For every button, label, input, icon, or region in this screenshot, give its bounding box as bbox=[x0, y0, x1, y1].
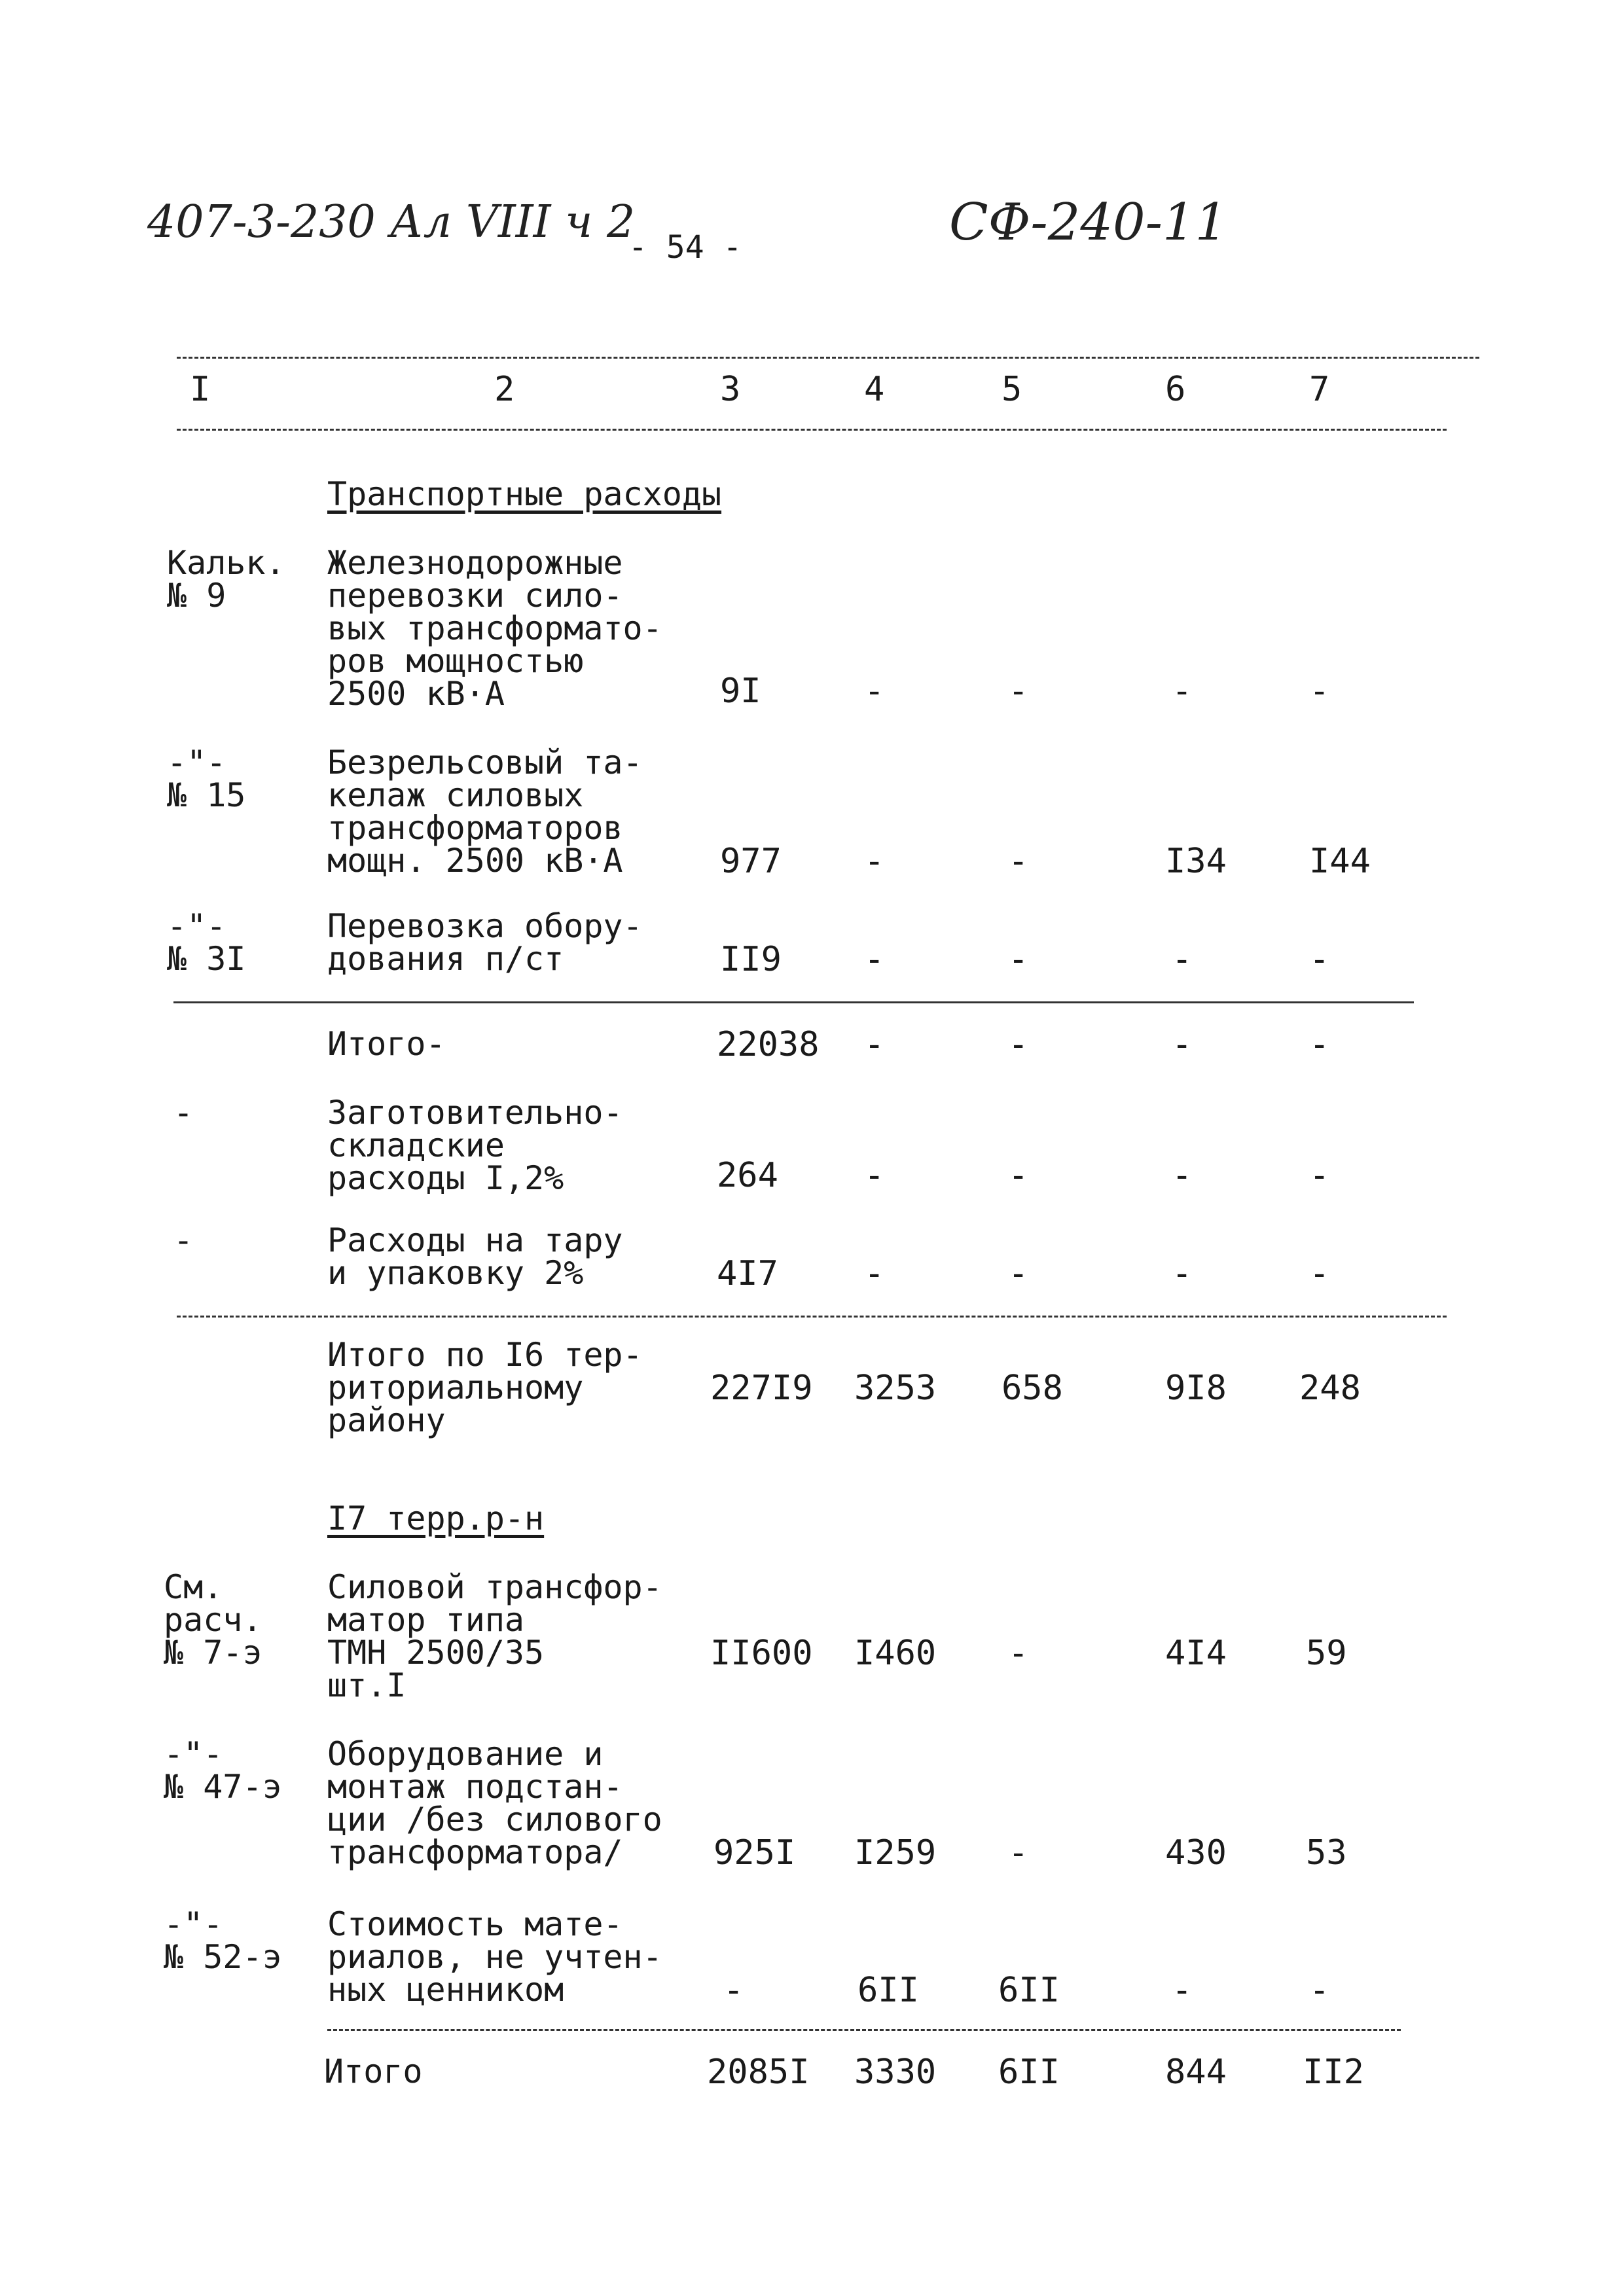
row-col4: - bbox=[864, 842, 885, 881]
row-col6: - bbox=[1172, 1971, 1193, 2010]
row-col4: - bbox=[864, 1254, 885, 1293]
page-number: - 54 - bbox=[628, 229, 742, 266]
row-col4: I259 bbox=[854, 1833, 937, 1873]
row-col7: - bbox=[1309, 1971, 1330, 2010]
row-col4: I460 bbox=[854, 1634, 937, 1673]
row-description: Оборудование и монтаж подстан- ции /без силового трансформатора/ bbox=[327, 1735, 662, 1871]
row-col6: - bbox=[1172, 1156, 1193, 1195]
row-col5: - bbox=[1008, 1833, 1029, 1873]
row-col3: 4I7 bbox=[717, 1254, 778, 1293]
row-ref: -"- № 15 bbox=[167, 744, 246, 814]
total-rule-16 bbox=[177, 1316, 1447, 1318]
row-col6: - bbox=[1172, 1025, 1193, 1064]
column-header-3: 3 bbox=[720, 370, 741, 409]
column-header-7: 7 bbox=[1309, 370, 1330, 409]
row-col5: - bbox=[1008, 1634, 1029, 1673]
row-col6: 4I4 bbox=[1165, 1634, 1227, 1673]
row-col7: I44 bbox=[1309, 842, 1371, 881]
section-title-transport: Транспортные расходы bbox=[327, 475, 722, 513]
row-col3: 264 bbox=[717, 1156, 778, 1195]
row-col5: - bbox=[1008, 1156, 1029, 1195]
row-col4: - bbox=[864, 1156, 885, 1195]
row-col5: - bbox=[1008, 1254, 1029, 1293]
row-col5: 658 bbox=[1001, 1369, 1063, 1408]
row-col7: 53 bbox=[1306, 1833, 1347, 1873]
row-col7: - bbox=[1309, 940, 1330, 979]
row-col7: - bbox=[1309, 672, 1330, 711]
row-col3: - bbox=[723, 1971, 744, 2010]
row-col6: - bbox=[1172, 1254, 1193, 1293]
row-ref: Кальк. № 9 bbox=[167, 544, 285, 615]
row-col7: - bbox=[1309, 1156, 1330, 1195]
row-col6: - bbox=[1172, 940, 1193, 979]
total-rule-17 bbox=[327, 2029, 1401, 2031]
row-col4: - bbox=[864, 672, 885, 711]
column-header-4: 4 bbox=[864, 370, 885, 409]
row-col6: 430 bbox=[1165, 1833, 1227, 1873]
column-header-1: I bbox=[190, 370, 211, 409]
row-col7: - bbox=[1309, 1025, 1330, 1064]
row-col7: - bbox=[1309, 1254, 1330, 1293]
row-col4: - bbox=[864, 1025, 885, 1064]
row-col6: 9I8 bbox=[1165, 1369, 1227, 1408]
row-ref: -"- № 3I bbox=[167, 907, 246, 978]
row-col7: II2 bbox=[1303, 2053, 1364, 2092]
row-col3: 22038 bbox=[717, 1025, 820, 1064]
row-ref: - bbox=[173, 1094, 194, 1132]
row-description: Железнодорожные перевозки сило- вых трансформато- ров мощностью 2500 кВ·А bbox=[327, 544, 662, 713]
sheet-code: СФ-240-11 bbox=[949, 193, 1228, 252]
row-col6: 844 bbox=[1165, 2053, 1227, 2092]
row-description: Стоимость мате- риалов, не учтен- ных ценником bbox=[327, 1905, 662, 2009]
row-ref: -"- № 52-э bbox=[164, 1905, 282, 1976]
row-col5: - bbox=[1008, 842, 1029, 881]
row-col5: 6II bbox=[998, 2053, 1060, 2092]
row-col3: 9I bbox=[720, 672, 761, 711]
row-col6: I34 bbox=[1165, 842, 1227, 881]
row-col5: - bbox=[1008, 1025, 1029, 1064]
row-col6: - bbox=[1172, 672, 1193, 711]
subtotal-rule bbox=[173, 1001, 1414, 1003]
row-col7: 59 bbox=[1306, 1634, 1347, 1673]
document-code: 407-3-230 Ал VIII ч 2 bbox=[147, 196, 636, 248]
row-col3: II600 bbox=[710, 1634, 813, 1673]
row-ref: - bbox=[173, 1221, 194, 1259]
row-col4: 6II bbox=[857, 1971, 919, 2010]
row-col3: 2085I bbox=[707, 2053, 810, 2092]
header-rule-bottom bbox=[177, 429, 1447, 431]
row-col5: 6II bbox=[998, 1971, 1060, 2010]
row-col3: 227I9 bbox=[710, 1369, 813, 1408]
row-col5: - bbox=[1008, 940, 1029, 979]
row-description: Перевозка обору- дования п/ст bbox=[327, 907, 643, 978]
row-description: Заготовительно- складские расходы I,2% bbox=[327, 1094, 623, 1197]
row-col3: 977 bbox=[720, 842, 782, 881]
column-header-2: 2 bbox=[494, 370, 515, 409]
total-label-territory-16: Итого по I6 тер- риториальному району bbox=[327, 1336, 643, 1439]
row-col5: - bbox=[1008, 672, 1029, 711]
row-col4: 3253 bbox=[854, 1369, 937, 1408]
row-description: Силовой трансфор- матор типа ТМН 2500/35 шт.I bbox=[327, 1568, 662, 1704]
row-description: Расходы на тару и упаковку 2% bbox=[327, 1221, 623, 1292]
row-ref: См. расч. № 7-э bbox=[164, 1568, 262, 1672]
row-col3: II9 bbox=[720, 940, 782, 979]
total-label-territory-17: Итого bbox=[324, 2053, 423, 2090]
subtotal-label: Итого- bbox=[327, 1025, 446, 1063]
row-ref: -"- № 47-э bbox=[164, 1735, 282, 1806]
column-header-6: 6 bbox=[1165, 370, 1186, 409]
row-col4: 3330 bbox=[854, 2053, 937, 2092]
column-header-5: 5 bbox=[1001, 370, 1022, 409]
section-title-territory-17: I7 терр.р-н bbox=[327, 1499, 545, 1537]
row-col3: 925I bbox=[713, 1833, 796, 1873]
header-rule-top bbox=[177, 357, 1479, 359]
row-col7: 248 bbox=[1299, 1369, 1361, 1408]
row-description: Безрельсовый та- келаж силовых трансформаторов мощн. 2500 кВ·А bbox=[327, 744, 643, 880]
row-col4: - bbox=[864, 940, 885, 979]
